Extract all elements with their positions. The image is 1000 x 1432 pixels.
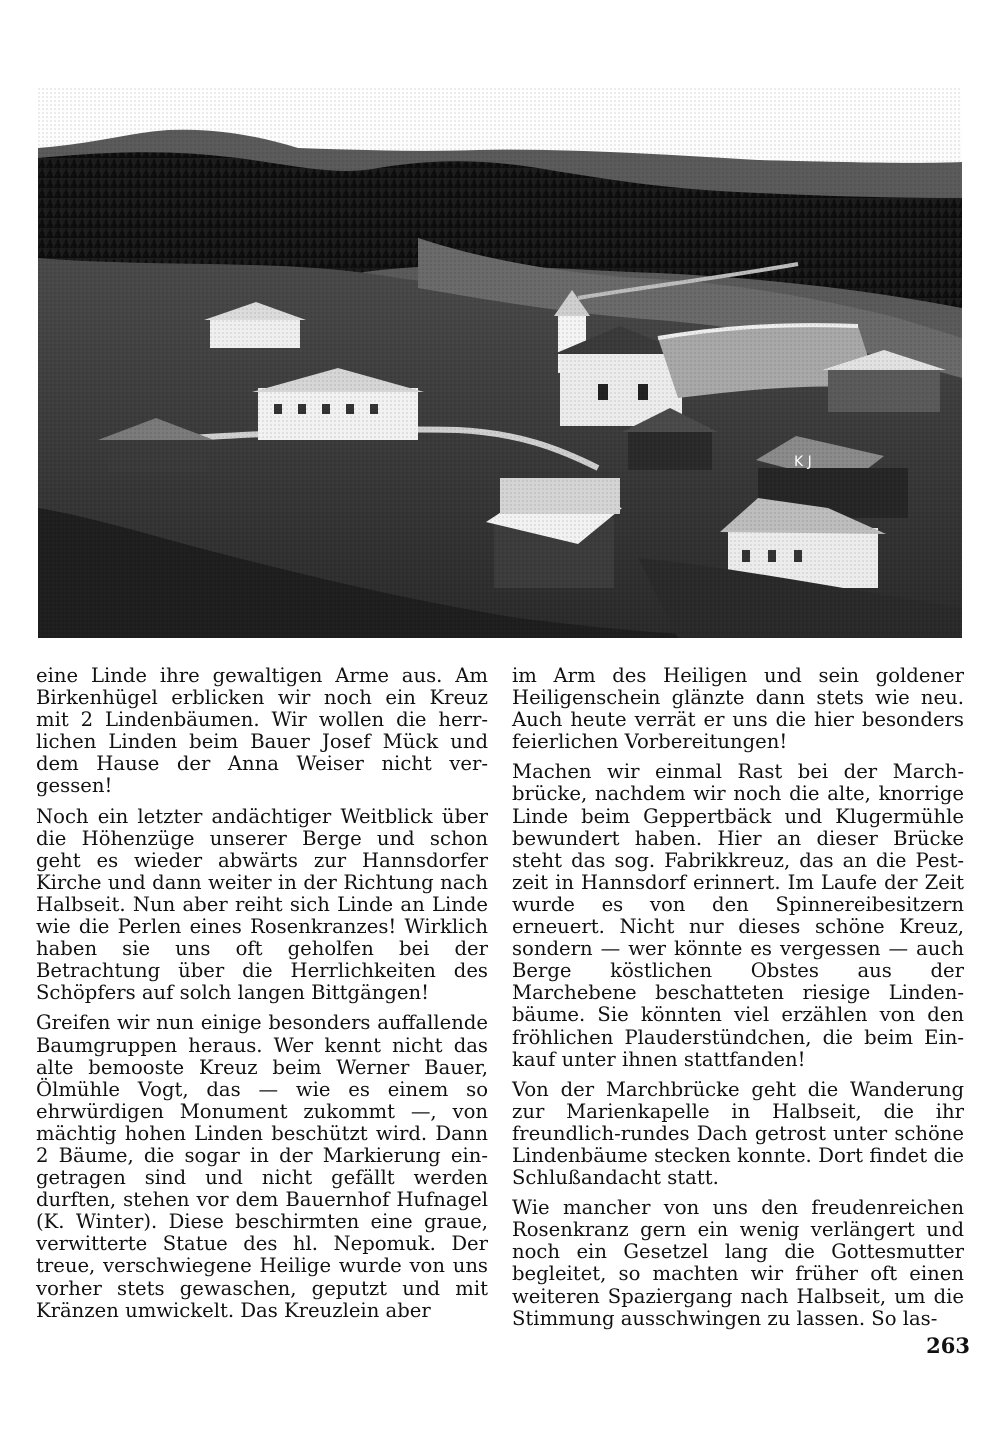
village-photo-illustration bbox=[38, 88, 962, 638]
village-landscape-photo bbox=[38, 88, 962, 638]
page-number: 263 bbox=[926, 1333, 970, 1358]
paragraph: Greifen wir nun einige besonders auffallende Baumgruppen heraus. Wer kennt nicht das alte bemooste Kreuz beim Werner Bauer, Ölmühle Vogt, das — wie es einem so ehrwürdigen Monument zukommt —, von mächtig hohen Linden beschützt wird. Dann 2 Bäume, die sogar in der Markierung eingetragen sind und nicht gefällt werden durften, stehen vor dem Bauernhof Hufnagel (K. Winter). Diese beschirmten eine graue, verwitterte Statue des hl. Nepomuk. Der treue, verschwiegene Heilige wurde von uns vorher stets gewaschen, geputzt und mit Kränzen umwickelt. Das Kreuzlein aber bbox=[36, 1011, 488, 1322]
left-text-column bbox=[36, 665, 488, 1330]
paragraph: im Arm des Heiligen und sein goldener Heiligenschein glänzte dann stets wie neu. Auch heute verrät er uns die hier besonders feierlichen Vorbereitungen! bbox=[512, 664, 964, 754]
right-text-column bbox=[512, 665, 964, 1338]
paragraph: Von der Marchbrücke geht die Wanderung zur Marienkapelle in Halbseit, die ihr freundlich-rundes Dach getrost unter schöne Lindenbäume stecken konnte. Dort findet die Schlußandacht statt. bbox=[512, 1077, 964, 1190]
paragraph: Wie mancher von uns den freudenreichen Rosenkranz gern ein wenig verlängert und noch ein Gesetzel lang die Gottesmutter begleitet, so machten wir früher oft einen weiteren Spaziergang nach Halbseit, um die Stimmung ausschwingen zu lassen. So las- bbox=[512, 1196, 964, 1330]
paragraph: Noch ein letzter andächtiger Weitblick über die Höhenzüge unserer Berge und schon geht es wieder abwärts zur Hannsdorfer Kirche und dann weiter in der Richtung nach Halbseit. Nun aber reiht sich Linde an Linde wie die Perlen eines Rosenkranzes! Wirklich haben sie uns oft geholfen bei der Betrachtung über die Herrlichkeiten des Schöpfers auf solch langen Bittgängen! bbox=[36, 804, 488, 1005]
paragraph: Machen wir einmal Rast bei der Marchbrücke, nachdem wir noch die alte, knorrige Linde beim Geppertbäck und Klugermühle bewundert haben. Hier an dieser Brücke steht das sog. Fabrikkreuz, das an die Pestzeit in Hannsdorf erinnert. Im Laufe der Zeit wurde es von den Spinnereibesitzern erneuert. Nicht nur dieses schöne Kreuz, sondern — wer könnte es vergessen — auch Berge köstlichen Obstes aus der Marchebene beschatteten riesige Lindenbäume. Sie könnten viel erzählen von den fröhlichen Plauderstündchen, die beim Einkauf unter ihnen stattfanden! bbox=[512, 760, 964, 1071]
paragraph: eine Linde ihre gewaltigen Arme aus. Am Birkenhügel erblicken wir noch ein Kreuz mit 2 Lindenbäumen. Wir wollen die herrlichen Linden beim Bauer Josef Mück und dem Hause der Anna Weiser nicht vergessen! bbox=[36, 664, 488, 798]
